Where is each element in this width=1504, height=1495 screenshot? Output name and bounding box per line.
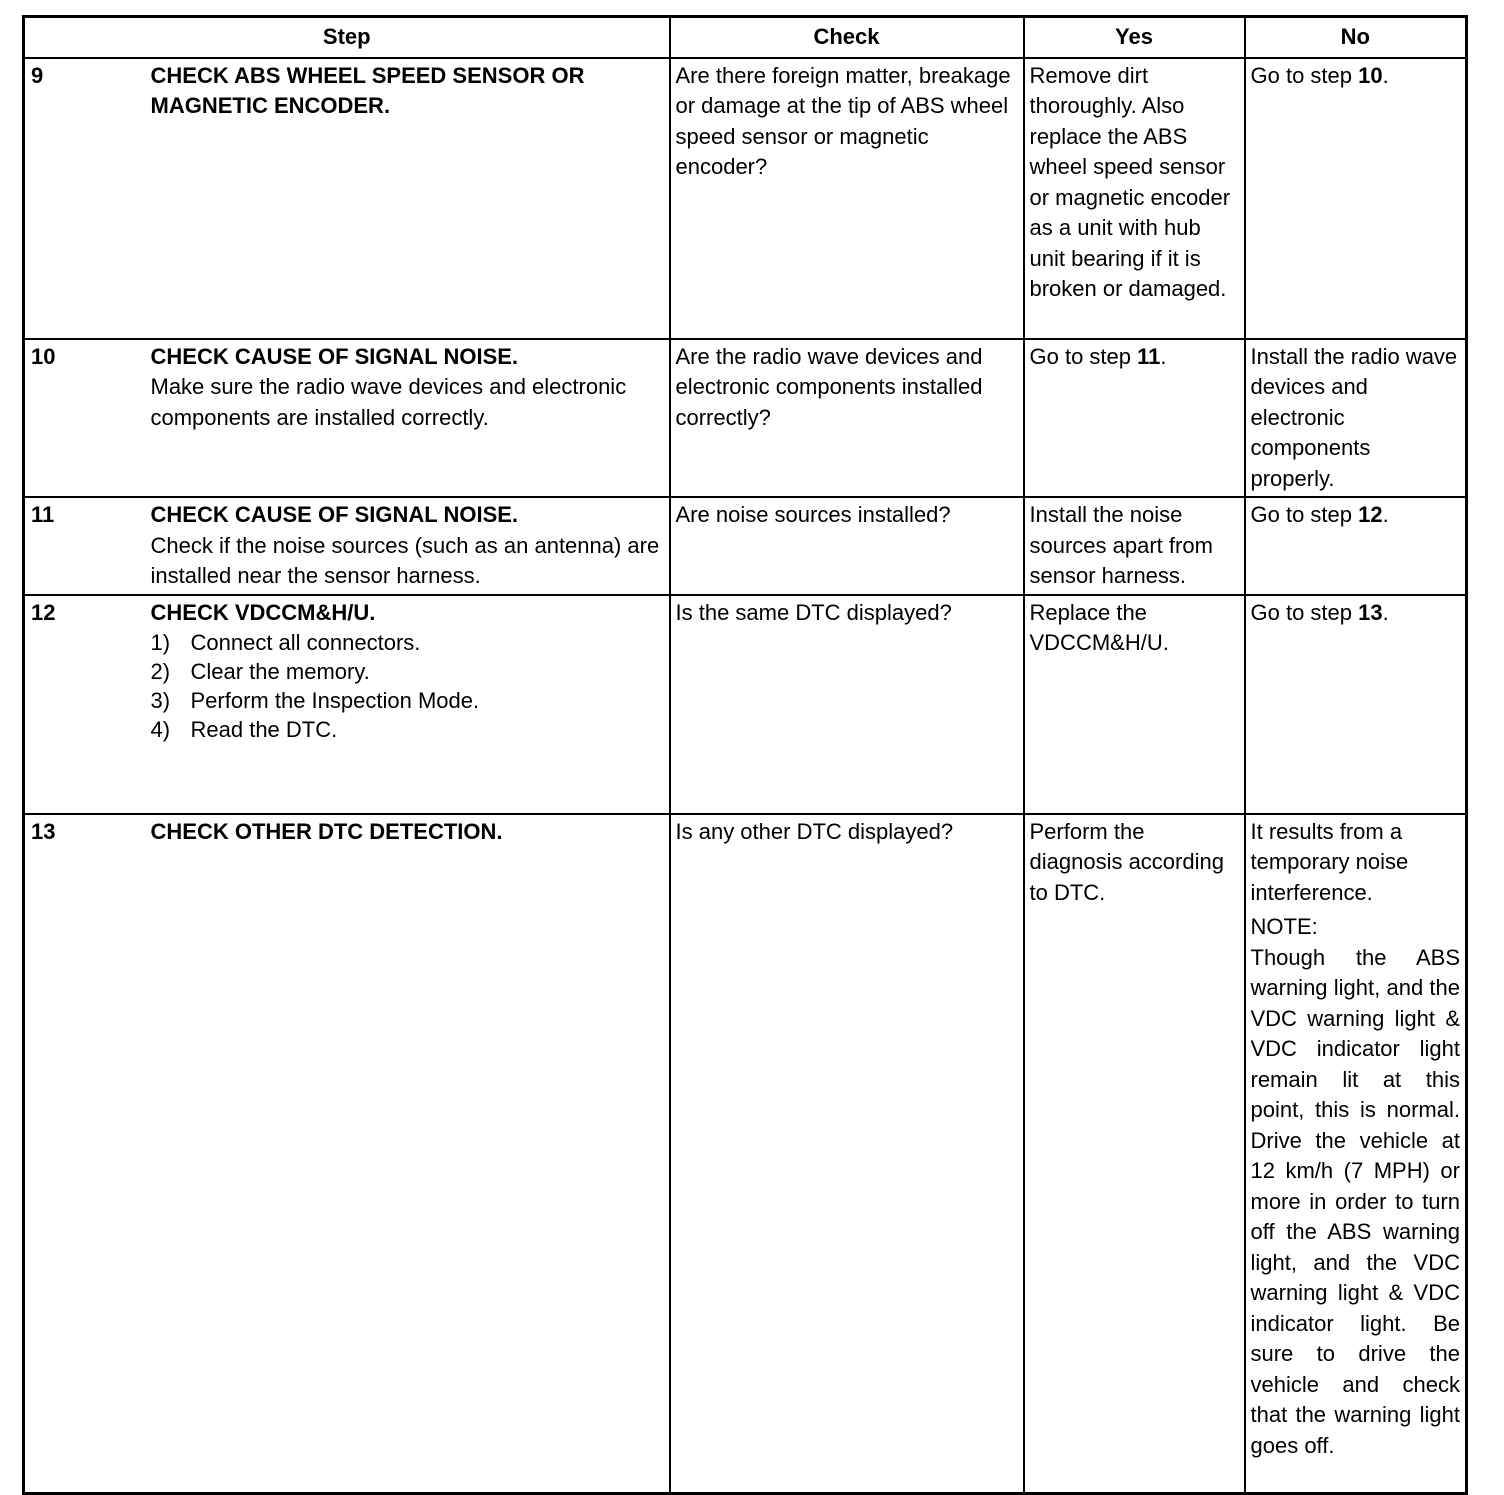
step-number: 12 [24,595,146,814]
note-label: NOTE: [1250,914,1318,939]
substep-index: 1) [150,630,171,655]
substep-text: Connect all connectors. [190,630,421,655]
step-number: 9 [24,58,146,339]
table-row [24,58,1467,339]
step-cell [146,814,670,1494]
no-cell [1245,814,1467,1494]
step-description: Check if the noise sources (such as an antenna) are installed near the sensor harness. [150,532,660,588]
yes-cell: Remove dirt thoroughly. Also replace the ABS wheel speed sensor or magnetic encoder as a unit with hub unit bearing if it is broken or damaged. [1024,58,1245,339]
step-description: Make sure the radio wave devices and electronic components are installed correctly. [150,374,627,430]
diagnostic-table [22,15,1468,1495]
step-number: 11 [24,497,146,595]
no-prefix: Go to step [1250,62,1359,88]
step-title: CHECK CAUSE OF SIGNAL NOISE. [150,343,519,369]
yes-cell: Install the noise sources apart from sensor harness. [1024,497,1245,595]
substep-index: 4) [150,717,171,742]
no-suffix: . [1382,599,1389,625]
no-text: It results from a temporary noise interference. [1250,818,1409,905]
step-cell [146,339,670,498]
step-number: 13 [24,814,146,1494]
no-prefix: Go to step [1250,599,1359,625]
substep-text: Read the DTC. [190,717,338,742]
step-number: 10 [24,339,146,498]
substep-index: 3) [150,688,171,713]
no-suffix: . [1382,62,1389,88]
no-step-ref: 13 [1358,599,1383,625]
header-row [24,17,1467,58]
note-text: Though the ABS warning light, and the VDC warning light & VDC indicator light remain lit at this point, this is normal. Drive the vehicle at 12 km/h (7 MPH) or more in order to turn off the ABS warning light, and the VDC warning light & VDC indicator light. Be sure to drive the vehicle and check that the warning light goes off. [1250,944,1460,1458]
check-cell: Are noise sources installed? [670,497,1024,595]
table-row [24,814,1467,1494]
yes-prefix: Go to step [1029,343,1138,369]
step-cell [146,58,670,339]
substep-index: 2) [150,659,171,684]
header-no: No [1245,17,1467,58]
step-cell [146,497,670,595]
check-cell: Is any other DTC displayed? [670,814,1024,1494]
table-row [24,595,1467,814]
header-step: Step [24,17,670,58]
step-title: CHECK CAUSE OF SIGNAL NOISE. [150,502,519,527]
table-row [24,339,1467,498]
substep-list [151,628,664,744]
substep-item [151,628,664,657]
step-cell [146,595,670,814]
yes-step-ref: 11 [1137,343,1161,369]
substep-item [151,657,664,686]
no-cell [1245,497,1467,595]
yes-cell: Replace the VDCCM&H/U. [1024,595,1245,814]
check-cell: Are the radio wave devices and electronic components installed correctly? [670,339,1024,498]
no-cell: Install the radio wave devices and electronic components properly. [1245,339,1467,498]
header-check: Check [670,17,1024,58]
no-suffix: . [1382,502,1389,527]
substep-item [151,715,664,744]
no-step-ref: 12 [1358,502,1383,527]
header-yes: Yes [1024,17,1245,58]
no-prefix: Go to step [1250,502,1359,527]
check-cell: Is the same DTC displayed? [670,595,1024,814]
step-title: CHECK VDCCM&H/U. [150,599,376,625]
step-title: CHECK OTHER DTC DETECTION. [150,818,503,844]
check-cell: Are there foreign matter, breakage or damage at the tip of ABS wheel speed sensor or magnetic encoder? [670,58,1024,339]
substep-text: Clear the memory. [190,659,370,684]
yes-cell: Perform the diagnosis according to DTC. [1024,814,1245,1494]
yes-cell [1024,339,1245,498]
step-title: CHECK ABS WHEEL SPEED SENSOR OR MAGNETIC ENCODER. [150,62,585,118]
substep-text: Perform the Inspection Mode. [190,688,480,713]
table-row [24,497,1467,595]
no-step-ref: 10 [1358,62,1383,88]
no-cell [1245,595,1467,814]
substep-item [151,686,664,715]
no-cell [1245,58,1467,339]
yes-suffix: . [1160,343,1167,369]
